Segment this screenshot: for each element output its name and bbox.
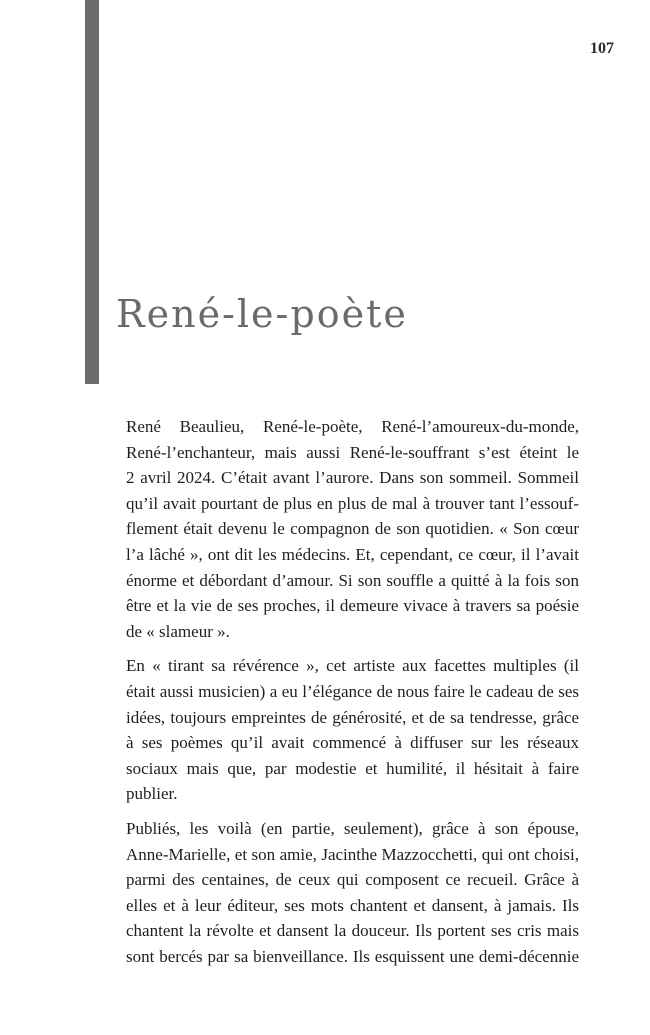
text-line: chantent la révolte et dansent la douceur. Ils portent ses cris mais	[126, 921, 579, 941]
body-text	[96, 414, 579, 978]
paragraph-1	[96, 414, 579, 644]
text-line: René Beaulieu, René-le-poète, René-l’amoureux-du-monde,	[126, 417, 579, 436]
text-line: énorme et débordant d’amour. Si son souffle a quitté à la fois son	[126, 570, 579, 590]
text-line: René-l’enchanteur, mais aussi René-le-souffrant s’est éteint le	[126, 442, 579, 462]
text-line: sociaux mais que, par modestie et humilité, il hésitait à faire	[126, 758, 579, 778]
text-line: être et la vie de ses proches, il demeure vivace à travers sa poésie	[126, 596, 579, 616]
chapter-decorative-bar	[85, 0, 99, 384]
page-number: 107	[590, 40, 614, 57]
text-line: était aussi musicien) a eu l’élégance de nous faire le cadeau de ses	[126, 681, 579, 701]
paragraph-2	[96, 653, 579, 807]
text-line: sont bercés par sa bienveillance. Ils esquissent une demi-décennie	[126, 946, 579, 966]
text-line: qu’il avait pourtant de plus en plus de mal à trouver tant l’essouf-	[126, 493, 579, 513]
text-line: à ses poèmes qu’il avait commencé à diffuser sur les réseaux	[126, 733, 579, 753]
text-line: flement était devenu le compagnon de son quotidien. « Son cœur	[126, 519, 579, 539]
paragraph-3	[96, 816, 579, 970]
text-line: En « tirant sa révérence », cet artiste aux facettes multiples (il	[126, 656, 579, 676]
text-line: publier.	[126, 784, 178, 804]
text-line: Publiés, les voilà (en partie, seulement), grâce à son épouse,	[126, 818, 579, 838]
text-line: parmi des centaines, de ceux qui composent ce recueil. Grâce à	[126, 870, 579, 890]
text-line: l’a lâché », ont dit les médecins. Et, cependant, ce cœur, il l’avait	[126, 544, 579, 564]
text-line: Anne-Marielle, et son amie, Jacinthe Mazzocchetti, qui ont choisi,	[126, 844, 579, 864]
chapter-title: René-le-poète	[116, 292, 408, 336]
text-line: elles et à leur éditeur, ses mots chantent et dansent, à jamais. Ils	[126, 895, 579, 915]
text-line: de « slameur ».	[126, 621, 230, 641]
text-line: idées, toujours empreintes de générosité, et de sa tendresse, grâce	[126, 707, 579, 727]
text-line: 2 avril 2024. C’était avant l’aurore. Dans son sommeil. Sommeil	[126, 468, 579, 488]
